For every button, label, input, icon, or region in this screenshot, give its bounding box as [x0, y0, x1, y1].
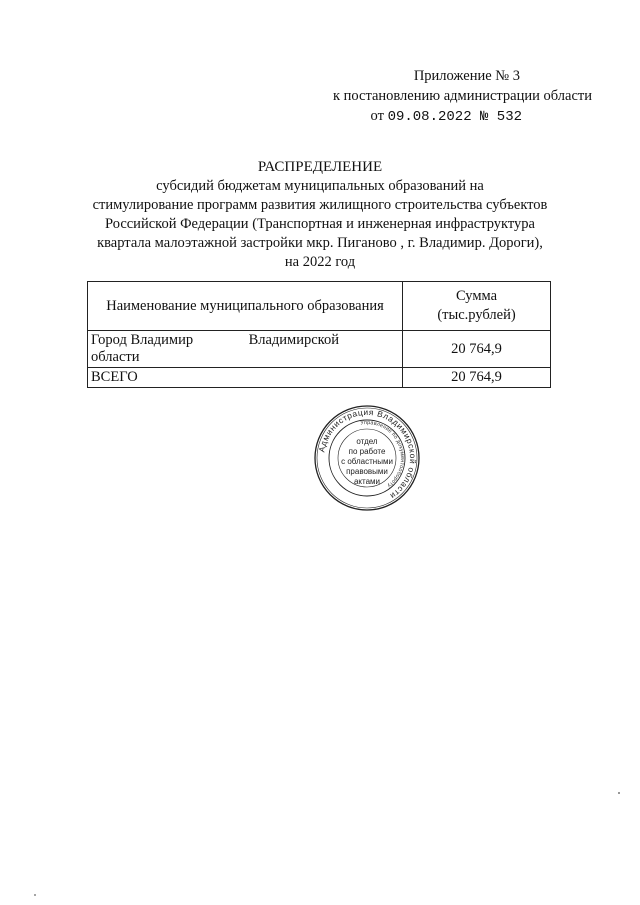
- allocation-table: [87, 281, 551, 388]
- title-line: субсидий бюджетам муниципальных образований на: [156, 178, 484, 194]
- total-label: ВСЕГО: [88, 368, 403, 388]
- total-amount: 20 764,9: [403, 368, 551, 388]
- title-line: на 2022 год: [284, 254, 356, 270]
- header-amount-unit: (тыс.рублей): [437, 307, 516, 323]
- stamp-line: по работе: [348, 447, 386, 456]
- stamp-outer-text: Администрация Владимирской области: [316, 406, 419, 502]
- title-line: стимулирование программ развития жилищного строительства субъектов: [92, 197, 548, 213]
- stamp-line: правовыми: [346, 467, 388, 476]
- table-header-row: [88, 282, 551, 331]
- stamp-line: актами: [353, 477, 381, 486]
- title-line: квартала малоэтажной застройки мкр. Пиганово , г. Владимир. Дороги),: [97, 235, 543, 251]
- title-heading: РАСПРЕДЕЛЕНИЕ: [257, 159, 383, 175]
- appendix-header: [333, 66, 592, 127]
- municipality-region: Владимирской: [248, 332, 339, 348]
- official-stamp: [313, 404, 421, 512]
- resolution-date-number: 09.08.2022 № 532: [387, 109, 522, 125]
- stamp-inner-text: Управление по документообороту: [360, 419, 406, 489]
- stamp-line: отдел: [356, 437, 378, 446]
- document-title: [80, 158, 560, 272]
- stamp-center-text: [331, 437, 403, 487]
- title-line: Российской Федерации (Транспортная и инженерная инфраструктура: [105, 216, 535, 232]
- header-amount: [403, 282, 551, 331]
- appendix-date-number: [333, 106, 522, 127]
- header-municipality: Наименование муниципального образования: [88, 282, 403, 331]
- table-total-row: [88, 368, 551, 388]
- scan-speck: [618, 792, 620, 794]
- table-row: [88, 331, 551, 368]
- cell-amount: 20 764,9: [403, 331, 551, 368]
- appendix-reference: к постановлению администрации области: [332, 88, 592, 104]
- cell-municipality: [88, 331, 403, 368]
- scan-speck: [34, 894, 36, 896]
- date-prefix: от: [370, 108, 384, 124]
- municipality-region-end: области: [91, 349, 140, 365]
- header-amount-label: Сумма: [455, 288, 498, 304]
- stamp-line: с областными: [341, 457, 393, 466]
- appendix-number: Приложение № 3: [413, 68, 520, 84]
- municipality-city: Город Владимир: [91, 332, 194, 348]
